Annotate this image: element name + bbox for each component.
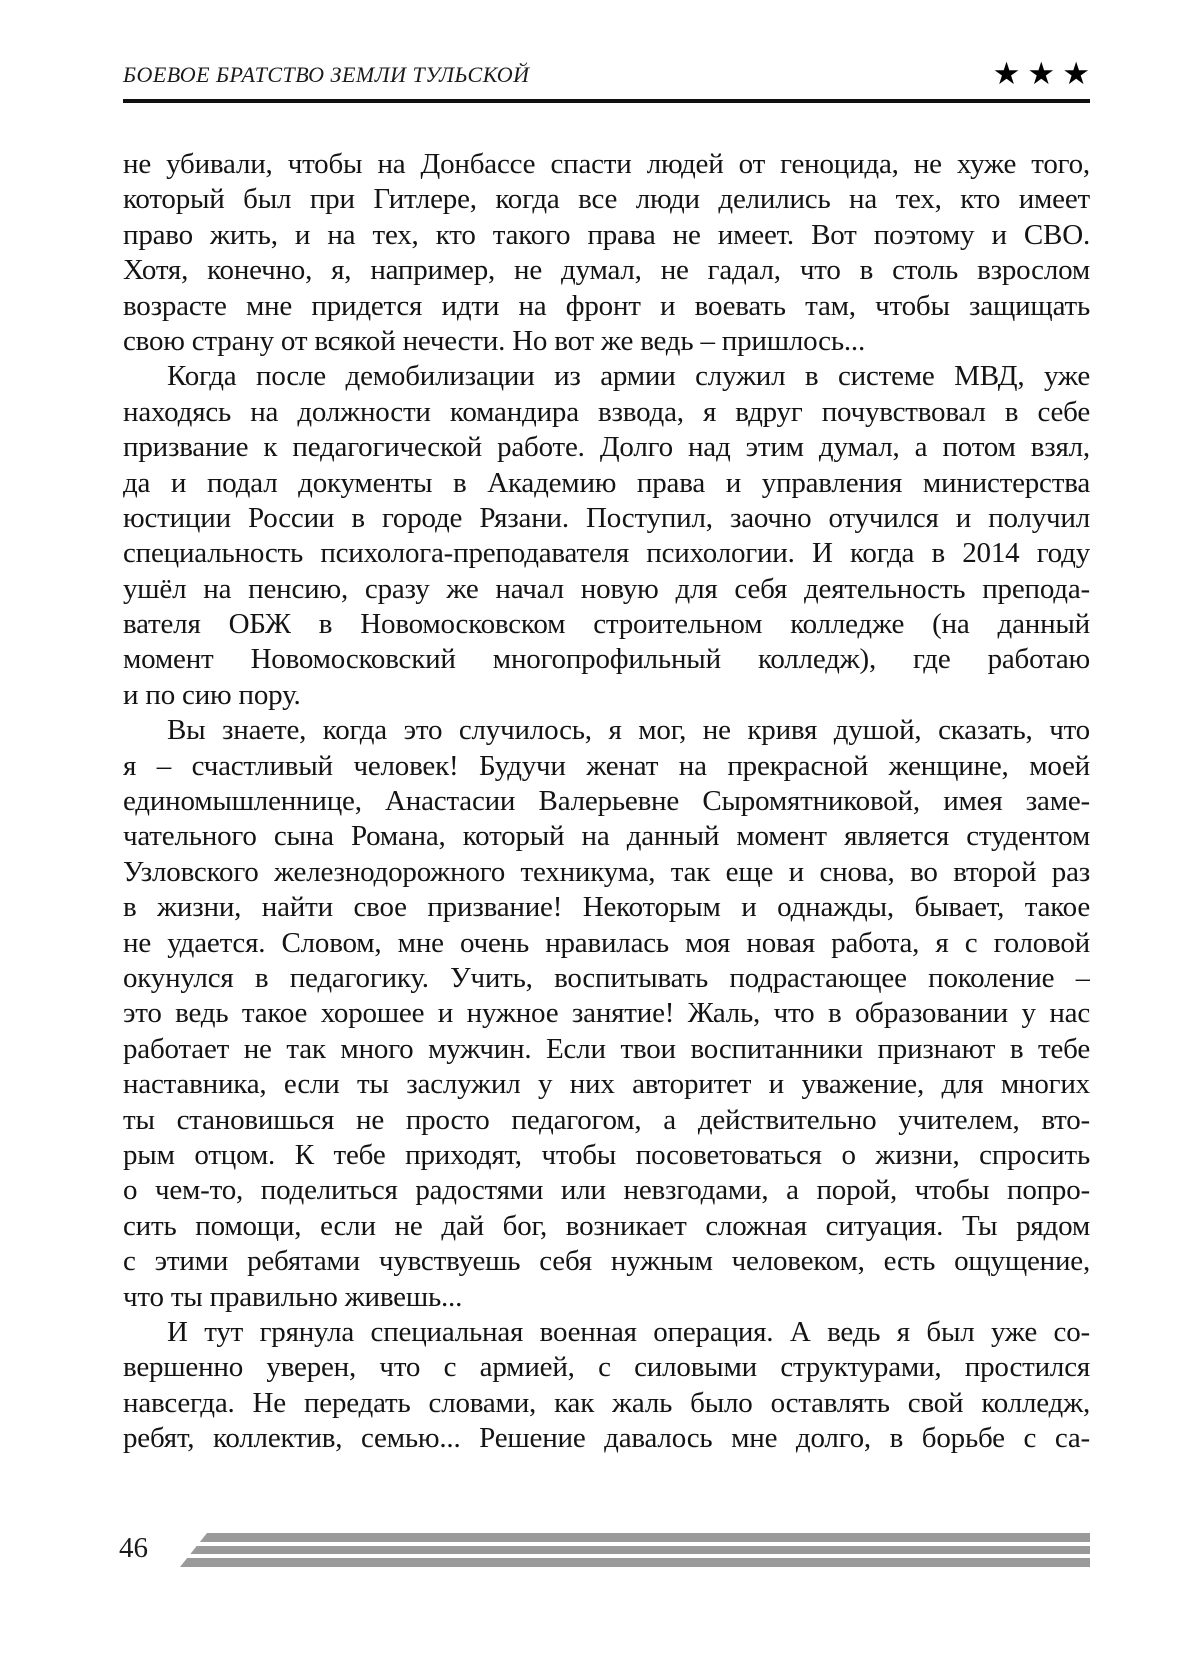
text-line: вершенно уверен, что с армией, с силовыми структурами, простился (123, 1351, 1090, 1384)
text-line: находясь на должности командира взвода, я вдруг почувствовал в себе (123, 395, 1090, 428)
text-line: специальность психолога-преподавателя психологии. И когда в 2014 году (123, 537, 1090, 570)
footer-stripe (180, 1546, 1090, 1555)
stars-icon: ★★★ (992, 56, 1097, 92)
footer-stripe (180, 1533, 1090, 1542)
text-line: Когда после демобилизации из армии служил в системе МВД, уже (167, 360, 1090, 393)
text-line: который был при Гитлере, когда все люди делились на тех, кто имеет (123, 183, 1090, 216)
text-line: ты становишься не просто педагогом, а действительно учителем, вто- (123, 1103, 1090, 1136)
text-line: работает не так много мужчин. Если твои воспитанники признают в тебе (123, 1032, 1090, 1065)
text-line: возрасте мне придется идти на фронт и воевать там, чтобы защищать (123, 289, 1090, 322)
text-line: и по сию пору. (123, 678, 301, 711)
text-line: я – счастливый человек! Будучи женат на прекрасной женщине, моей (123, 749, 1090, 782)
text-line: чательного сына Романа, который на данный момент является студентом (123, 820, 1090, 853)
header-rule (123, 99, 1090, 103)
text-line: наставника, если ты заслужил у них авторитет и уважение, для многих (123, 1068, 1090, 1101)
text-line: Узловского железнодорожного техникума, так еще и снова, во второй раз (123, 855, 1090, 888)
text-line: это ведь такое хорошее и нужное занятие! Жаль, что в образовании у нас (123, 997, 1090, 1030)
paragraph (123, 713, 1090, 1315)
text-line: свою страну от всякой нечести. Но вот же ведь – пришлось... (123, 324, 866, 357)
text-line: Вы знаете, когда это случилось, я мог, не кривя душой, сказать, что (167, 714, 1090, 747)
text-line: Хотя, конечно, я, например, не думал, не гадал, что в столь взрослом (123, 254, 1090, 287)
footer-stripe (180, 1558, 1090, 1567)
paragraph (123, 147, 1090, 359)
text-line: рым отцом. К тебе приходят, чтобы посоветоваться о жизни, спросить (123, 1138, 1090, 1171)
text-line: ушёл на пенсию, сразу же начал новую для себя деятельность препода- (123, 572, 1090, 605)
text-line: о чем-то, поделиться радостями или невзгодами, а порой, чтобы попро- (123, 1174, 1090, 1207)
text-line: да и подал документы в Академию права и управления министерства (123, 466, 1090, 499)
paragraph (123, 1315, 1090, 1457)
running-title: БОЕВОЕ БРАТСТВО ЗЕМЛИ ТУЛЬСКОЙ (123, 62, 530, 87)
running-head (123, 56, 1097, 92)
text-line: что ты правильно живешь... (123, 1280, 463, 1313)
paragraph (123, 359, 1090, 713)
text-line: право жить, и на тех, кто такого права не имеет. Вот поэтому и СВО. (123, 218, 1090, 251)
body-text (123, 147, 1090, 1456)
text-line: не убивали, чтобы на Донбассе спасти людей от геноцида, не хуже того, (123, 148, 1090, 180)
text-line: единомышленнице, Анастасии Валерьевне Сыромятниковой, имея заме- (123, 785, 1090, 818)
text-line: не удается. Словом, мне очень нравилась моя новая работа, я с головой (123, 926, 1090, 959)
text-line: навсегда. Не передать словами, как жаль было оставлять свой колледж, (123, 1386, 1090, 1419)
footer-stripes-decoration (180, 1533, 1090, 1567)
page-number: 46 (119, 1532, 148, 1564)
text-line: юстиции России в городе Рязани. Поступил, заочно отучился и получил (123, 501, 1090, 534)
text-line: вателя ОБЖ в Новомосковском строительном колледже (на данный (123, 608, 1090, 641)
text-line: И тут грянула специальная военная операция. А ведь я был уже со- (167, 1315, 1090, 1348)
text-line: в жизни, найти свое призвание! Некоторым и однажды, бывает, такое (123, 891, 1090, 924)
text-line: окунулся в педагогику. Учить, воспитывать подрастающее поколение – (123, 961, 1090, 994)
text-line: с этими ребятами чувствуешь себя нужным человеком, есть ощущение, (123, 1245, 1090, 1278)
text-line: момент Новомосковский многопрофильный колледж), где работаю (123, 643, 1090, 676)
text-line: сить помощи, если не дай бог, возникает сложная ситуация. Ты рядом (123, 1209, 1090, 1242)
text-line: призвание к педагогической работе. Долго над этим думал, а потом взял, (123, 431, 1090, 464)
text-line: ребят, коллектив, семью... Решение давалось мне долго, в борьбе с са- (123, 1422, 1090, 1455)
